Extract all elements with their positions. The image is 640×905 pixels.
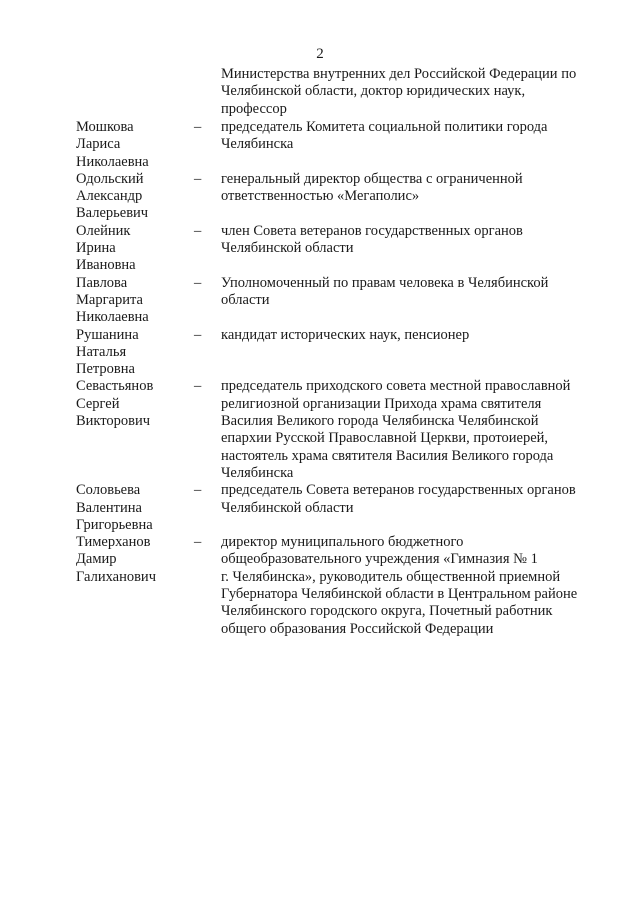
member-description: председатель приходского совета местной православной религиозной организации Прихода храма святителя Василия Великого города Челябинска Челябинской епархии Русской Православной Церкви, протоиерей, настоятель храма святителя Василия Великого города Челябинска	[221, 378, 571, 481]
member-name: Мошкова Лариса Николаевна	[76, 119, 149, 170]
member-name: Соловьева Валентина Григорьевна	[76, 482, 153, 533]
member-description: член Совета ветеранов государственных органов Челябинской области	[221, 222, 523, 257]
dash-separator: –	[194, 274, 202, 291]
member-entry	[76, 534, 598, 638]
member-description: председатель Комитета социальной политики города Челябинска	[221, 119, 548, 153]
member-name: Рушанина Наталья Петровна	[76, 326, 139, 378]
member-list	[76, 119, 598, 638]
member-description: председатель Совета ветеранов государственных органов Челябинской области	[221, 482, 576, 516]
dash-separator: –	[194, 378, 202, 395]
member-name: Олейник Ирина Ивановна	[76, 222, 136, 274]
member-name: Павлова Маргарита Николаевна	[76, 274, 149, 326]
continuation-text	[221, 66, 598, 118]
member-entry	[76, 119, 598, 171]
member-entry	[76, 275, 598, 327]
member-entry	[76, 223, 598, 275]
dash-separator: –	[194, 119, 202, 135]
member-description: кандидат исторических наук, пенсионер	[221, 326, 470, 343]
dash-separator: –	[194, 482, 202, 499]
continuation-line: Министерства внутренних дел Российской Федерации по	[221, 66, 577, 82]
page-number: 2	[316, 46, 324, 62]
continuation-line: профессор	[221, 100, 287, 117]
dash-separator: –	[194, 326, 202, 343]
member-name: Тимерханов Дамир Галиханович	[76, 534, 156, 585]
dash-separator: –	[194, 534, 202, 551]
member-description: директор муниципального бюджетного общеобразовательного учреждения «Гимназия № 1 г. Челябинска», руководитель общественной приемной Губернатора Челябинской области в Центральном районе Челябинского городского округа, Почетный работник общего образования Российской Федерации	[221, 534, 578, 637]
member-name: Одольский Александр Валерьевич	[76, 170, 149, 222]
member-description: генеральный директор общества с ограниченной ответственностью «Мегаполис»	[221, 170, 523, 205]
member-entry	[76, 378, 598, 482]
member-entry	[76, 327, 598, 379]
dash-separator: –	[194, 222, 202, 239]
member-name: Севастьянов Сергей Викторович	[76, 378, 154, 430]
member-entry	[76, 482, 598, 534]
member-entry	[76, 171, 598, 223]
continuation-line: Челябинской области, доктор юридических наук,	[221, 83, 526, 100]
member-description: Уполномоченный по правам человека в Челябинской области	[221, 274, 549, 308]
dash-separator: –	[194, 170, 202, 187]
